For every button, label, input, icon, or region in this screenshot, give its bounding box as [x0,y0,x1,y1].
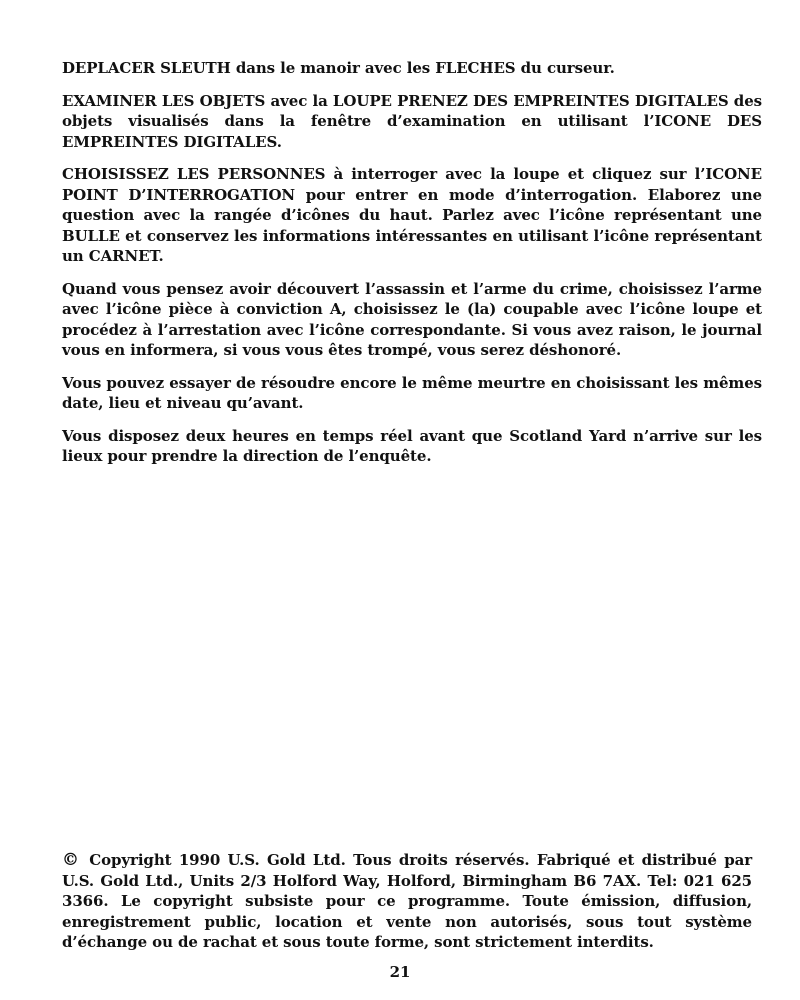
paragraph-time-limit: Vous disposez deux heures en temps réel avant que Scotland Yard n’arrive sur les lieux pour prendre la direction de l’enquête. [62,426,762,465]
copyright-symbol: © [62,850,79,870]
copyright-notice [62,850,752,953]
paragraph-move-sleuth: DEPLACER SLEUTH dans le manoir avec les FLECHES du curseur. [62,59,615,77]
paragraph-choose-persons: CHOISISSEZ LES PERSONNES à interroger avec la loupe et cliquez sur l’ICONE POINT D’INTERROGATION pour entrer en mode d’interrogation. Elaborez une question avec la rangée d’icônes du haut. Parlez avec l’icône représentant une BULLE et conservez les informations intéressantes en utilisant l’icône représentant un CARNET. [62,165,762,265]
paragraph-arrest: Quand vous pensez avoir découvert l’assassin et l’arme du crime, choisissez l’arme avec l’icône pièce à conviction A, choisissez le (la) coupable avec l’icône loupe et procédez à l’arrestation avec l’icône correspondante. Si vous avez raison, le journal vous en informera, si vous vous êtes trompé, vous serez déshonoré. [62,279,762,359]
instructions-body [62,58,762,479]
page-number: 21 [389,963,411,981]
paragraph-examine-objects: EXAMINER LES OBJETS avec la LOUPE PRENEZ DES EMPREINTES DIGITALES des objets visualisés dans la fenêtre d’examination en utilisant l’ICONE DES EMPREINTES DIGITALES. [62,91,762,151]
copyright-text: Copyright 1990 U.S. Gold Ltd. Tous droits réservés. Fabriqué et distribué par U.S. Gold Ltd., Units 2/3 Holford Way, Holford, Birmingham B6 7AX. Tel: 021 625 3366. Le copyright subsiste pour ce programme. Toute émission, diffusion, enregistrement public, location et vente non autorisés, sous tout système d’échange ou de rachat et sous toute forme, sont strictement interdits. [62,851,752,951]
paragraph-replay: Vous pouvez essayer de résoudre encore le même meurtre en choisissant les mêmes date, lieu et niveau qu’avant. [62,373,762,412]
